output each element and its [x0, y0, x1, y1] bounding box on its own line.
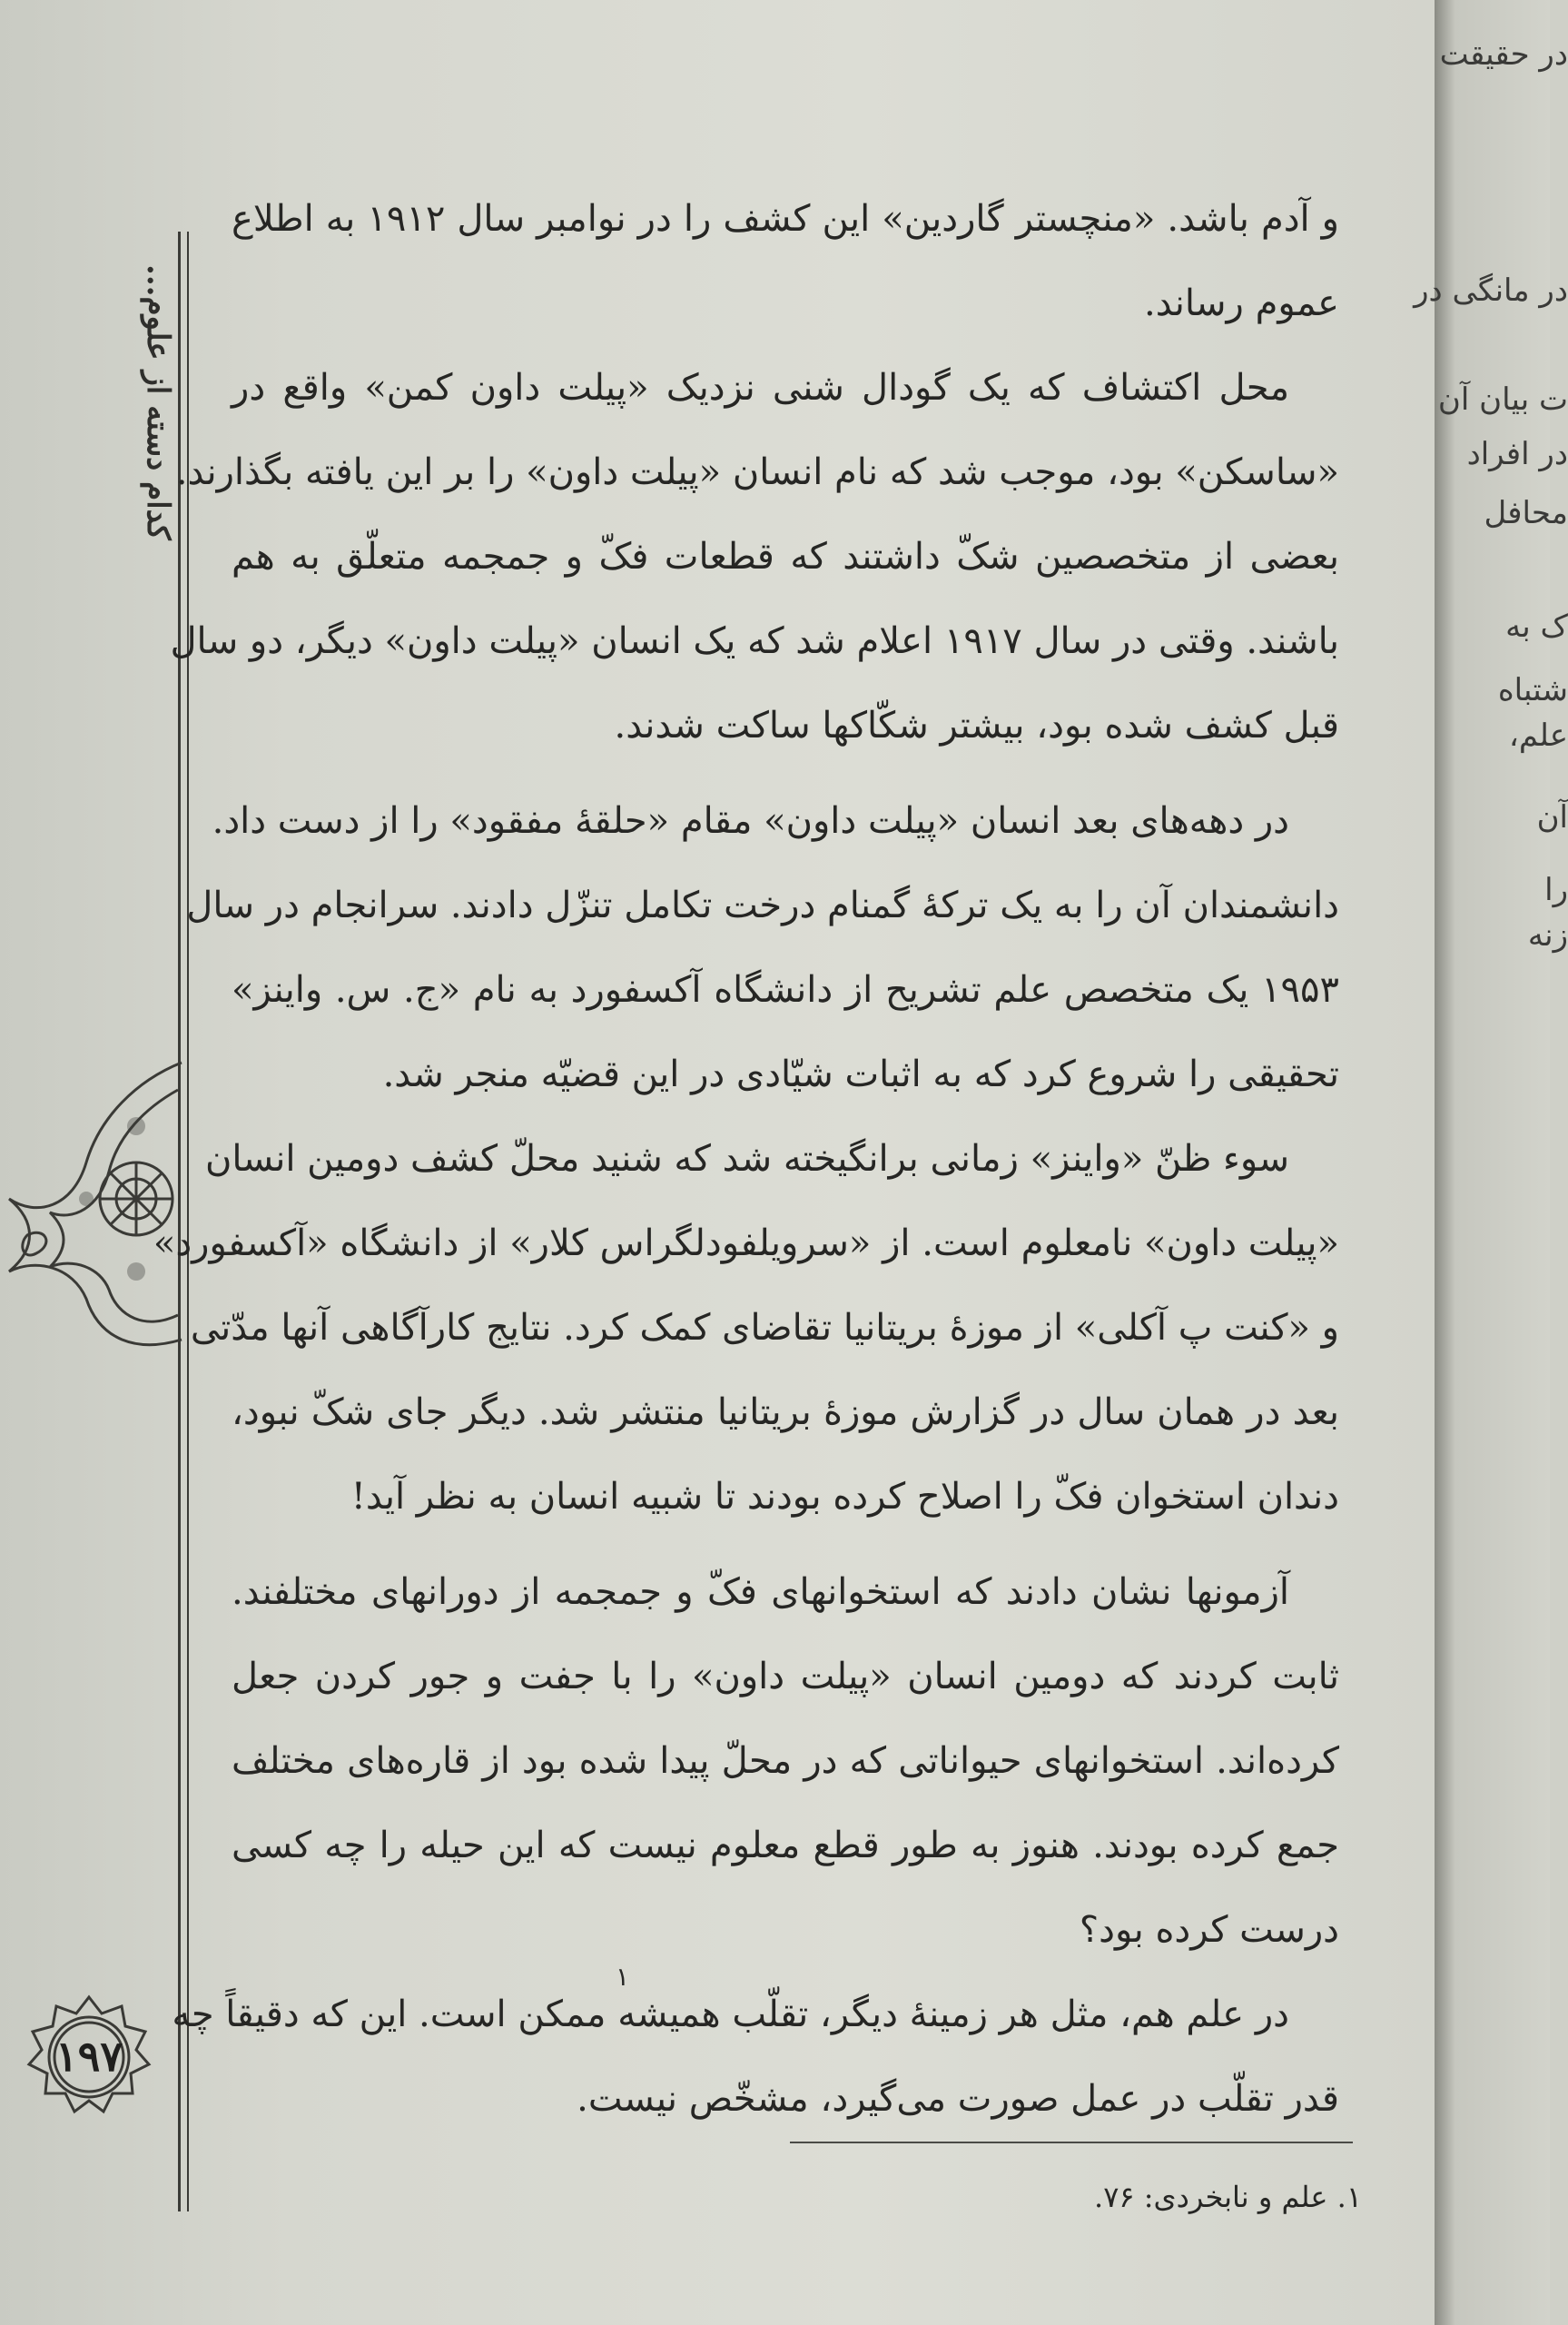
text-line: سوء ظنّ «واینز» زمانی برانگیخته شد که شنید محلّ کشف دومین انسان: [204, 1138, 1289, 1180]
text-line: قدر تقلّب در عمل صورت می‌گیرد، مشخّص نیست.: [577, 2078, 1339, 2120]
footnote: ۱. علم و نابخردی: ۷۶.: [1094, 2180, 1362, 2214]
text-line: بعد در همان سال در گزارش موزهٔ بریتانیا منتشر شد. دیگر جای شکّ نبود،: [232, 1391, 1339, 1433]
text-line: ۱۹۵۳ یک متخصص علم تشریح از دانشگاه آکسفورد به نام «ج. س. واینز»: [232, 969, 1339, 1011]
text-line: «ساسکن» بود، موجب شد که نام انسان «پیلت داون» را بر این یافته بگذارند.: [175, 451, 1339, 493]
text-line: دندان استخوان فکّ را اصلاح کرده بودند تا شبیه انسان به نظر آید!: [350, 1476, 1339, 1518]
running-head: کدام دسته از علوم...: [140, 264, 176, 540]
text-line: و «کنت پ آکلی» از موزهٔ بریتانیا تقاضای کمک کرد. نتایج کارآگاهی آنها مدّتی: [190, 1307, 1339, 1349]
facing-page-fragment: علم،: [1508, 717, 1568, 754]
facing-page-edge: [1414, 0, 1568, 2325]
text-line: آزمونها نشان دادند که استخوانهای فکّ و جمجمه از دورانهای مختلفند.: [232, 1571, 1289, 1613]
facing-page-fragment: محافل: [1484, 495, 1568, 531]
margin-ornament-icon: [0, 1026, 182, 1371]
text-line: بعضی از متخصصین شکّ داشتند که قطعات فکّ و جمجمه متعلّق به هم: [232, 536, 1339, 578]
footnote-marker: ۱: [616, 1962, 630, 1992]
facing-page-fragment: را: [1544, 872, 1568, 908]
text-line: ثابت کردند که دومین انسان «پیلت داون» را با جفت و جور کردن جعل: [232, 1656, 1339, 1697]
facing-page-fragment: ک به: [1505, 608, 1568, 645]
text-line: در علم هم، مثل هر زمینهٔ دیگر، تقلّب همیشه ممکن است. این که دقیقاً چه: [172, 1994, 1289, 2035]
facing-page-fragment: آن: [1536, 799, 1568, 836]
text-line: محل اکتشاف که یک گودال شنی نزدیک «پیلت داون کمن» واقع در: [232, 367, 1289, 409]
facing-page-fragment: زنه: [1527, 917, 1568, 954]
text-line: و آدم باشد. «منچستر گاردین» این کشف را در نوامبر سال ۱۹۱۲ به اطلاع: [232, 198, 1339, 240]
facing-page-fragment: ت بیان آن: [1437, 381, 1568, 418]
text-line: کرده‌اند. استخوانهای حیواناتی که در محلّ پیدا شده بود از قاره‌های مختلف: [232, 1740, 1339, 1782]
text-line: دانشمندان آن را به یک ترکهٔ گمنام درخت تکامل تنزّل دادند. سرانجام در سال: [186, 885, 1339, 926]
text-line: تحقیقی را شروع کرد که به اثبات شیّادی در این قضیّه منجر شد.: [382, 1054, 1339, 1095]
page-number: ۱۹۷: [54, 2032, 123, 2081]
text-line: قبل کشف شده بود، بیشتر شکّاکها ساکت شدند.: [614, 705, 1339, 747]
text-line: جمع کرده بودند. هنوز به طور قطع معلوم نیست که این حیله را چه کسی: [232, 1825, 1339, 1866]
footnote-divider: [790, 2142, 1353, 2143]
facing-page-fragment: در مانگی در: [1414, 272, 1568, 309]
text-line: باشند. وقتی در سال ۱۹۱۷ اعلام شد که یک انسان «پیلت داون» دیگر، دو سال: [170, 620, 1339, 662]
text-line: «پیلت داون» نامعلوم است. از «سرویلفودلگراس کلار» از دانشگاه «آکسفورد»: [153, 1222, 1339, 1264]
text-line: عموم رساند.: [1144, 282, 1339, 324]
text-line: در دهه‌های بعد انسان «پیلت داون» مقام «حلقهٔ مفقود» را از دست داد.: [212, 800, 1289, 842]
facing-page-fragment: در حقیقت: [1439, 36, 1568, 73]
facing-page-fragment: شتباه: [1497, 672, 1568, 708]
facing-page-fragment: در افراد: [1466, 436, 1568, 472]
text-line: درست کرده بود؟: [1079, 1909, 1339, 1951]
